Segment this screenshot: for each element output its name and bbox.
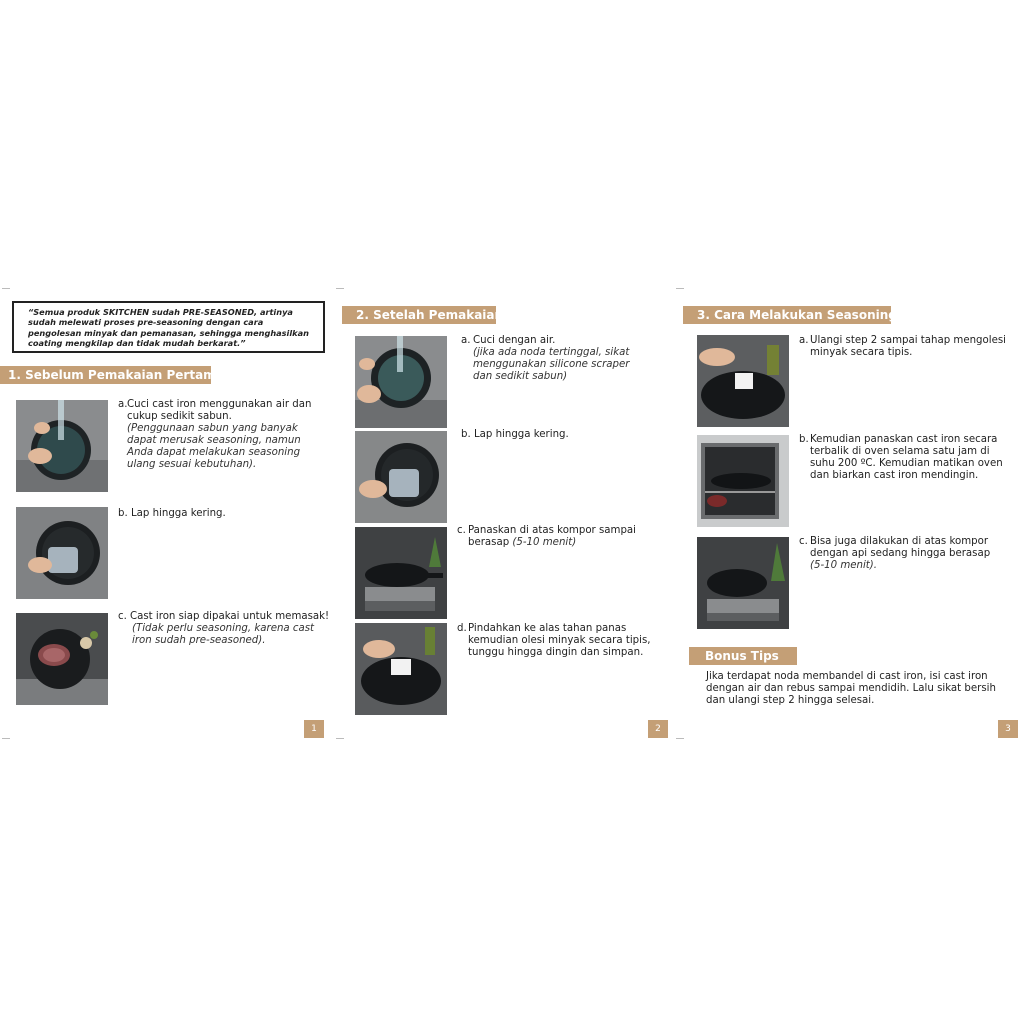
section-2-title: 2. Setelah Pemakaian — [342, 306, 496, 324]
step-3a-label: a. — [799, 335, 809, 346]
step-2a-label: a. — [461, 335, 471, 346]
step-3a — [799, 335, 1011, 359]
crop-mark — [336, 288, 344, 289]
step-1a-note: (Penggunaan sabun yang banyak dapat merusak seasoning, namun Anda dapat melakukan seasoning ulang sesuai kebutuhan). — [127, 423, 301, 470]
step-2a-text: Cuci dengan air. — [473, 335, 556, 346]
page-number-3: 3 — [998, 720, 1018, 738]
photo-steak-pan — [16, 613, 108, 705]
photo-washing-pan — [16, 400, 108, 492]
step-2b — [461, 429, 661, 441]
step-3b-text: Kemudian panaskan cast iron secara terbalik di oven selama satu jam di suhu 200 ºC. Kemudian matikan oven dan biarkan cast iron mendingin. — [810, 434, 1003, 481]
step-1a-label: a. — [118, 399, 128, 410]
step-2c-label: c. — [457, 525, 466, 536]
step-1b — [118, 508, 328, 520]
step-1c-note: (Tidak perlu seasoning, karena cast iron sudah pre-seasoned). — [132, 623, 315, 646]
step-1a-text: Cuci cast iron menggunakan air dan cukup sedikit sabun. — [127, 399, 312, 422]
step-2d-label: d. — [457, 623, 467, 634]
intro-text-a: “Semua produk SKITCHEN sudah — [28, 307, 183, 317]
crop-mark — [2, 288, 10, 289]
step-2c — [457, 525, 657, 549]
section-3-title: 3. Cara Melakukan Seasoning — [683, 306, 891, 324]
photo-pan-on-stove-3 — [697, 537, 789, 629]
page-number-1: 1 — [304, 720, 324, 738]
step-2a-note: (jika ada noda tertinggal, sikat menggunakan silicone scraper dan sedikit sabun) — [473, 347, 630, 382]
step-3c-text: Bisa juga dilakukan di atas kompor dengan api sedang hingga berasap — [810, 536, 991, 559]
step-3b-label: b. — [799, 434, 809, 445]
photo-pan-on-stove — [355, 527, 447, 619]
step-2b-text: Lap hingga kering. — [473, 429, 569, 440]
step-2a — [461, 335, 661, 383]
step-1a — [118, 399, 328, 471]
crop-mark — [676, 288, 684, 289]
section-1-title: 1. Sebelum Pemakaian Pertama — [0, 366, 211, 384]
step-2d-text: Pindahkan ke alas tahan panas kemudian olesi minyak secara tipis, tunggu hingga dingin dan simpan. — [468, 623, 651, 658]
step-2d — [457, 623, 657, 659]
step-3c-label: c. — [799, 536, 808, 547]
photo-rinse-pan — [355, 336, 447, 428]
step-3c — [799, 536, 1011, 572]
bonus-tips-title: Bonus Tips — [689, 647, 797, 665]
photo-drying-pan — [16, 507, 108, 599]
page-number-2: 2 — [648, 720, 668, 738]
step-2c-text: Panaskan di atas kompor sampai berasap — [468, 525, 636, 548]
intro-text-strong: PRE-SEASONED — [182, 307, 254, 317]
step-2b-label: b. — [461, 429, 471, 440]
photo-drying-pan-2 — [355, 431, 447, 523]
step-2c-note: (5-10 menit) — [512, 537, 577, 548]
step-1c — [118, 611, 332, 647]
step-3a-text: Ulangi step 2 sampai tahap mengolesi minyak secara tipis. — [810, 335, 1006, 358]
crop-mark — [676, 738, 684, 739]
intro-quote-box — [12, 301, 325, 353]
step-1c-text: Cast iron siap dipakai untuk memasak! — [130, 611, 330, 622]
step-3c-note: (5-10 menit). — [810, 560, 878, 571]
step-1b-text: Lap hingga kering. — [130, 508, 226, 519]
photo-oiling-pan-3 — [697, 335, 789, 427]
crop-mark — [2, 738, 10, 739]
photo-oiling-pan — [355, 623, 447, 715]
bonus-tips-text: Jika terdapat noda membandel di cast iron, isi cast iron dengan air dan rebus sampai mendidih. Lalu sikat bersih dan ulangi step 2 hingga selesai. — [706, 671, 996, 706]
crop-mark — [336, 738, 344, 739]
step-3b — [799, 434, 1011, 482]
intro-text-b: , artinya sudah melewati proses pre-seasoning dengan cara pengolesan minyak dan pemanasan, sehingga menghasilkan coating mengkilap dan tidak mudah berkarat.” — [28, 307, 309, 349]
step-1b-label: b. — [118, 508, 128, 519]
photo-oven — [697, 435, 789, 527]
step-1c-label: c. — [118, 611, 127, 622]
